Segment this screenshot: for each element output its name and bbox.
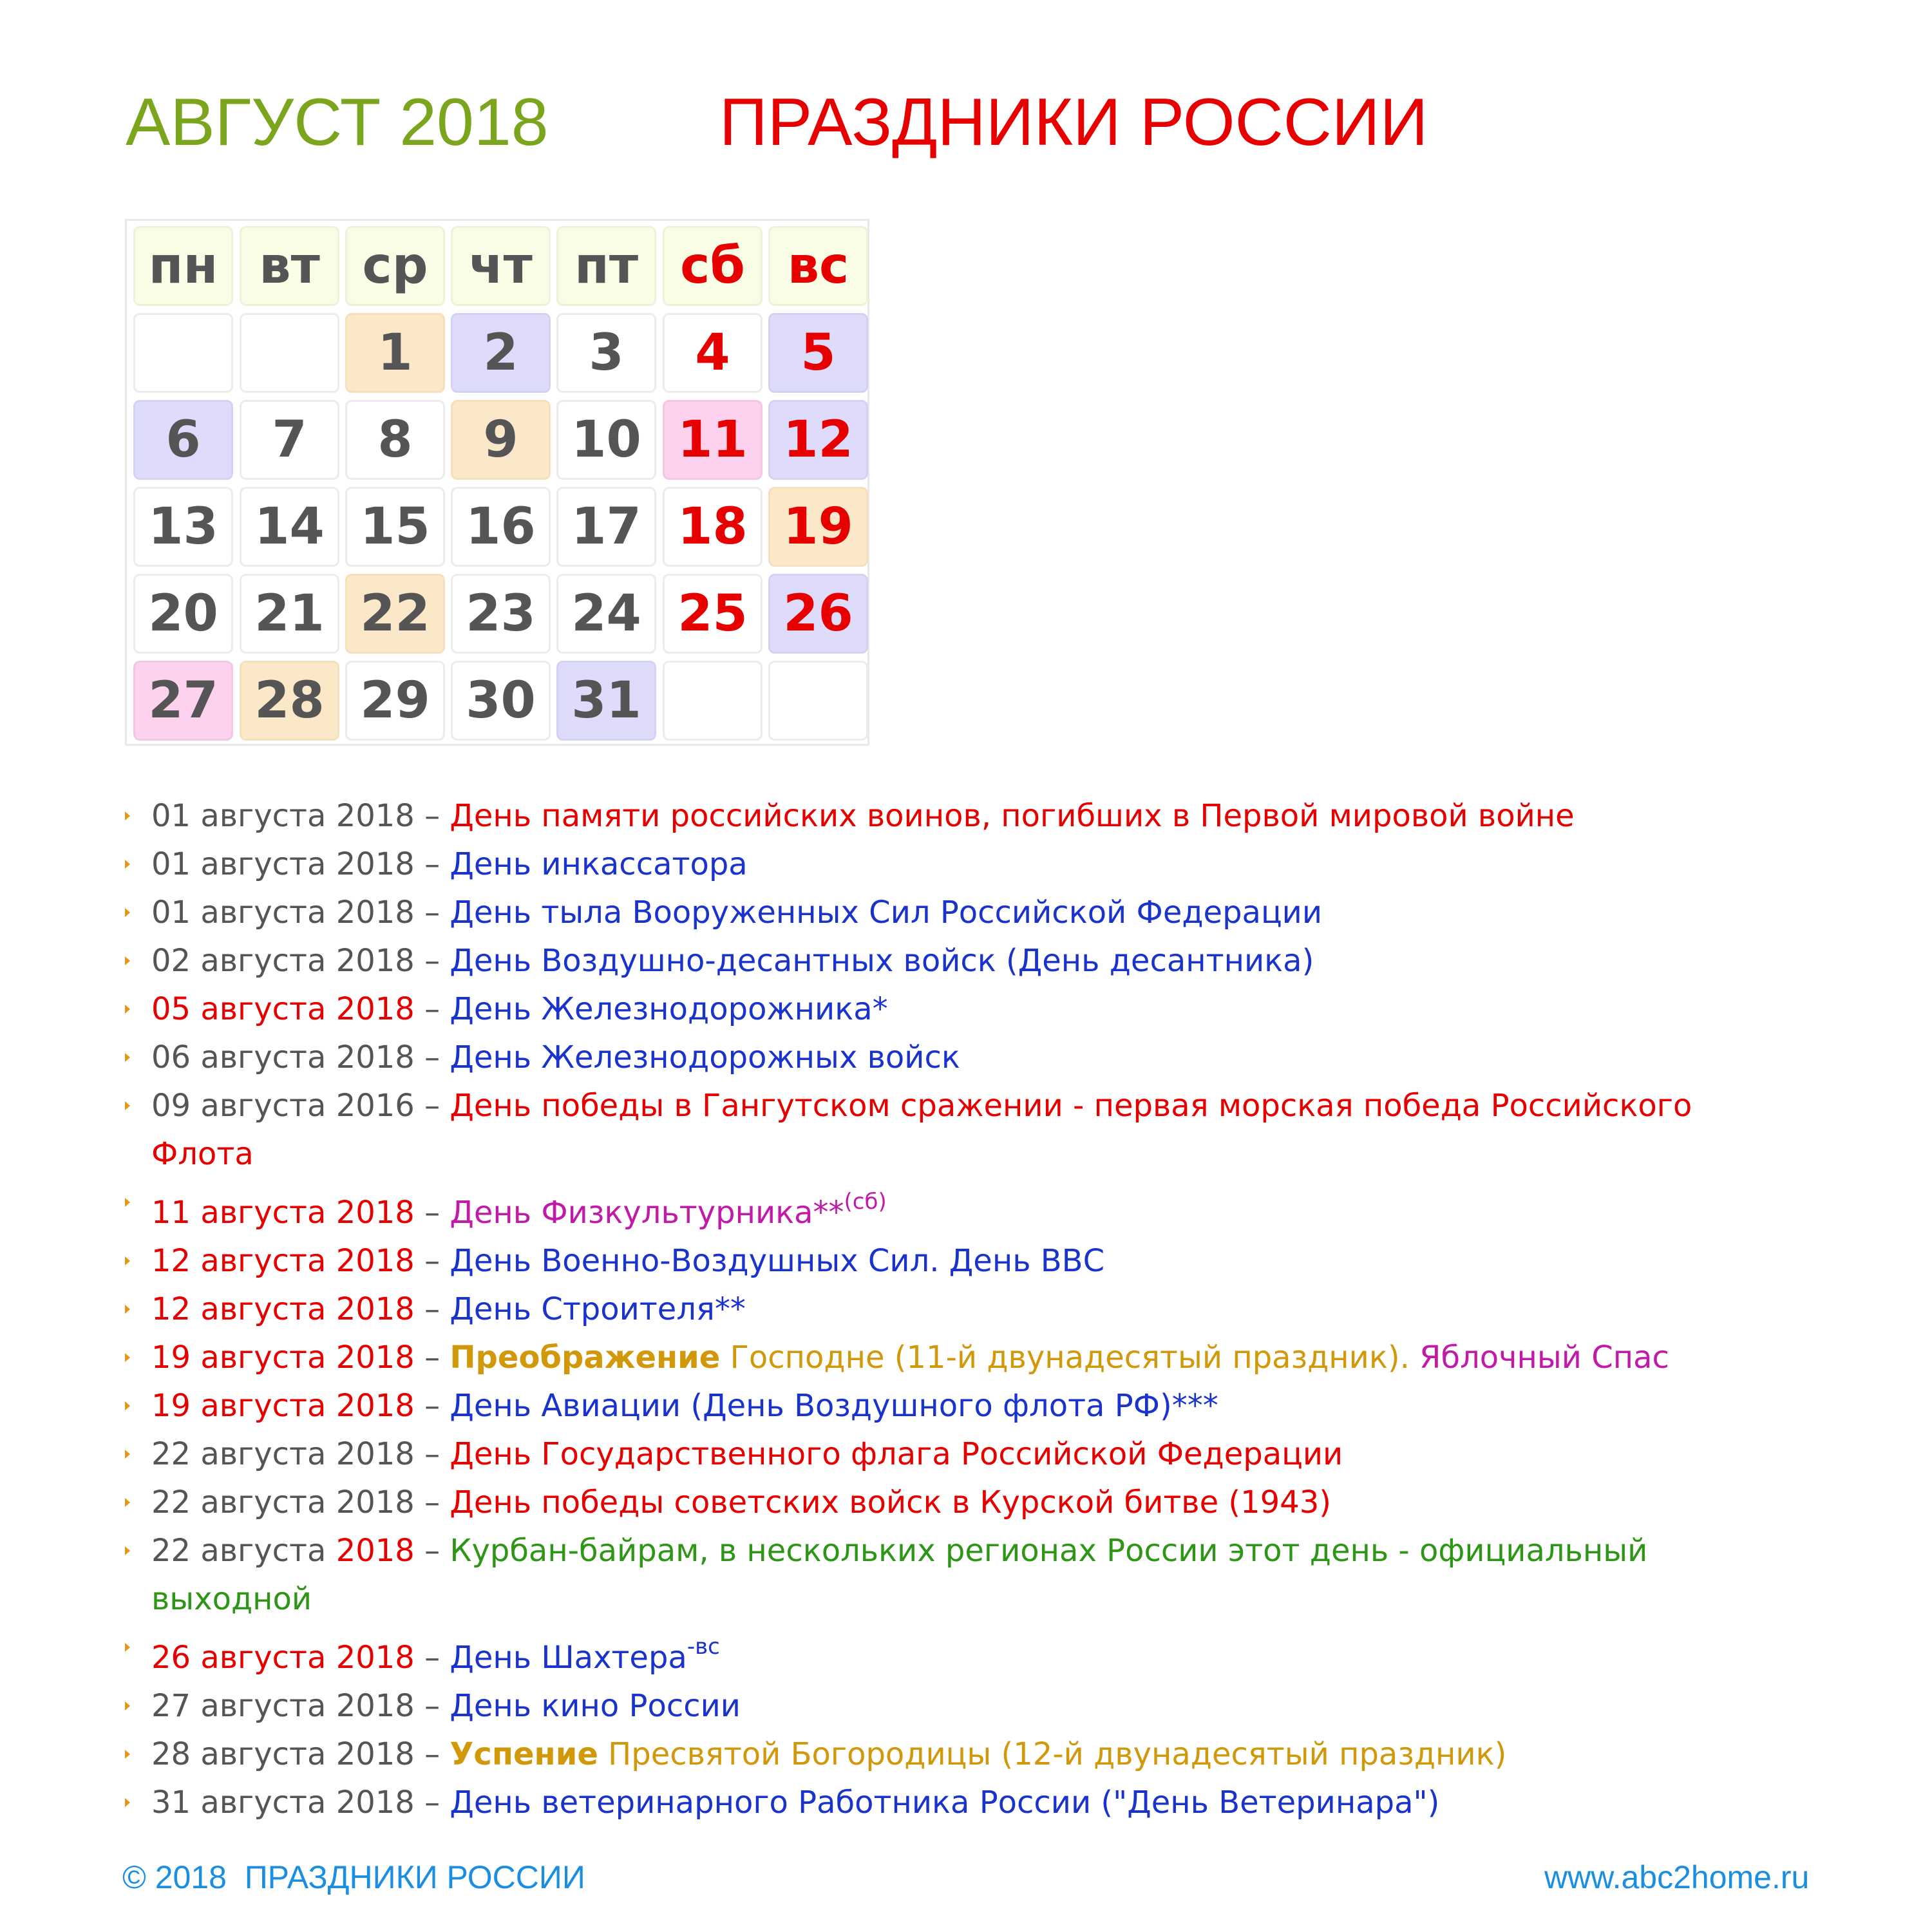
weekday-header: вт [240,226,339,306]
holiday-date: 27 августа 2018 [151,1688,415,1724]
calendar-empty-cell [133,313,233,393]
holiday-name: -вс [687,1634,720,1660]
weekday-header: ср [345,226,445,306]
calendar-empty-cell [663,661,762,741]
calendar-day: 27 [133,661,233,741]
holiday-date: 19 августа 2018 [151,1340,415,1376]
calendar-empty-cell [240,313,339,393]
page-title: ПРАЗДНИКИ РОССИИ [719,85,1428,160]
holiday-name: День памяти российских воинов, погибших в Первой мировой войне [450,798,1575,834]
dash-separator: – [414,1688,450,1724]
calendar-day: 25 [663,574,762,654]
dash-separator: – [414,991,450,1027]
footer-copyright: © 2018 ПРАЗДНИКИ РОССИИ [122,1859,585,1895]
holiday-list [122,792,1874,1827]
holiday-item [122,937,1874,985]
bullet-arrow-icon [125,1498,130,1507]
dash-separator: – [414,1088,450,1124]
bullet-arrow-icon [125,1750,130,1759]
holiday-date: 19 августа 2018 [151,1388,415,1424]
dash-separator: – [414,1640,450,1676]
calendar-day: 11 [663,400,762,480]
holiday-date: 01 августа 2018 [151,798,415,834]
dash-separator: – [414,1388,450,1424]
holiday-name: День Железнодорожных войск [450,1039,960,1075]
calendar-day: 20 [133,574,233,654]
bullet-arrow-icon [125,1256,130,1265]
holiday-name: День Шахтера [450,1640,687,1676]
holiday-item [122,889,1874,937]
bullet-arrow-icon [125,1643,130,1652]
holiday-name: День Государственного флага Российской Федерации [450,1436,1343,1472]
calendar-day: 28 [240,661,339,741]
weekday-header: вс [768,226,868,306]
weekday-header: пн [133,226,233,306]
holiday-date: 22 августа 2018 [151,1484,415,1520]
dash-separator: – [414,943,450,979]
holiday-item [122,1430,1874,1479]
calendar-empty-cell [768,661,868,741]
dash-separator: – [414,798,450,834]
holiday-item [122,1682,1874,1730]
weekday-header: пт [556,226,656,306]
holiday-item [122,1189,1874,1237]
dash-separator: – [414,1436,450,1472]
calendar-day: 21 [240,574,339,654]
holiday-name: День Физкультурника** [450,1195,844,1231]
weekday-header: чт [451,226,551,306]
holiday-date: 22 августа [151,1533,336,1569]
holiday-name: Курбан-байрам, в нескольких регионах России этот день - официальный выходной [151,1533,1648,1617]
dash-separator: – [414,1291,450,1327]
calendar-day: 30 [451,661,551,741]
bullet-arrow-icon [125,811,130,820]
holiday-item [122,1479,1874,1527]
holiday-name: День инкассатора [450,846,748,882]
holiday-name: Господне (11-й двунадесятый праздник). [720,1340,1420,1376]
holiday-date: 11 августа 2018 [151,1195,415,1231]
holiday-name: День Железнодорожника* [450,991,888,1027]
holiday-item [122,1082,1710,1179]
holiday-item [122,1382,1874,1430]
calendar-day: 22 [345,574,445,654]
holiday-name: День кино России [450,1688,741,1724]
holiday-date: 01 августа 2018 [151,895,415,931]
bullet-arrow-icon [125,1401,130,1410]
calendar-day: 8 [345,400,445,480]
holiday-item [122,1634,1874,1682]
calendar-grid [125,219,869,746]
holiday-name: День Строителя** [450,1291,746,1327]
calendar-day: 2 [451,313,551,393]
holiday-date: 28 августа 2018 [151,1736,415,1772]
bullet-arrow-icon [125,1101,130,1110]
holiday-item [122,840,1874,889]
holiday-name: Яблочный Спас [1419,1340,1669,1376]
dash-separator: 2018 [336,1533,415,1569]
holiday-name: Успение [450,1736,598,1772]
holiday-item [122,1730,1874,1779]
holiday-item [122,985,1874,1034]
bullet-arrow-icon [125,1198,130,1207]
bullet-arrow-icon [125,956,130,965]
calendar-day: 31 [556,661,656,741]
holiday-date: 09 августа 2016 [151,1088,415,1124]
calendar-day: 16 [451,487,551,567]
holiday-name: (сб) [844,1189,887,1215]
holiday-name: – [414,1533,450,1569]
calendar-day: 13 [133,487,233,567]
calendar-day: 23 [451,574,551,654]
bullet-arrow-icon [125,1546,130,1555]
calendar-day: 4 [663,313,762,393]
calendar-day: 3 [556,313,656,393]
bullet-arrow-icon [125,1053,130,1062]
holiday-date: 06 августа 2018 [151,1039,415,1075]
calendar-day: 18 [663,487,762,567]
bullet-arrow-icon [125,908,130,917]
dash-separator: – [414,1736,450,1772]
dash-separator: – [414,1484,450,1520]
holiday-name: День тыла Вооруженных Сил Российской Федерации [450,895,1323,931]
calendar-day: 14 [240,487,339,567]
calendar-day: 24 [556,574,656,654]
bullet-arrow-icon [125,1450,130,1459]
bullet-arrow-icon [125,1353,130,1362]
month-title: АВГУСТ 2018 [126,85,549,160]
calendar-day: 5 [768,313,868,393]
calendar-day: 19 [768,487,868,567]
calendar-day: 7 [240,400,339,480]
dash-separator: – [414,895,450,931]
holiday-name: День ветеринарного Работника России ("День Ветеринара") [450,1785,1440,1821]
bullet-arrow-icon [125,1305,130,1314]
dash-separator: – [414,1340,450,1376]
holiday-date: 05 августа 2018 [151,991,415,1027]
calendar-day: 26 [768,574,868,654]
bullet-arrow-icon [125,1005,130,1014]
bullet-arrow-icon [125,1798,130,1807]
weekday-header: сб [663,226,762,306]
holiday-name: Преображение [450,1340,721,1376]
holiday-item [122,1779,1874,1827]
dash-separator: – [414,1039,450,1075]
holiday-item [122,1334,1874,1382]
dash-separator: – [414,846,450,882]
holiday-item [122,1237,1874,1285]
dash-separator: – [414,1195,450,1231]
holiday-name: День Авиации (День Воздушного флота РФ)*** [450,1388,1218,1424]
holiday-item [122,1285,1874,1334]
holiday-name: День Воздушно-десантных войск (День десантника) [450,943,1314,979]
dash-separator: – [414,1785,450,1821]
calendar-day: 1 [345,313,445,393]
calendar-day: 29 [345,661,445,741]
holiday-date: 22 августа 2018 [151,1436,415,1472]
footer-site-link[interactable]: www.abc2home.ru [1544,1859,1810,1895]
holiday-item [122,1034,1874,1082]
calendar-day: 6 [133,400,233,480]
calendar-day: 9 [451,400,551,480]
bullet-arrow-icon [125,860,130,869]
holiday-date: 26 августа 2018 [151,1640,415,1676]
calendar-day: 17 [556,487,656,567]
holiday-name: День победы в Гангутском сражении - первая морская победа Российского Флота [151,1088,1692,1172]
dash-separator: – [414,1243,450,1279]
calendar-day: 15 [345,487,445,567]
holiday-item [122,1527,1710,1624]
holiday-name: День победы советских войск в Курской битве (1943) [450,1484,1331,1520]
calendar-day: 10 [556,400,656,480]
holiday-date: 12 августа 2018 [151,1243,415,1279]
holiday-item [122,792,1874,840]
holiday-name: День Военно-Воздушных Сил. День ВВС [450,1243,1105,1279]
calendar-day: 12 [768,400,868,480]
holiday-date: 01 августа 2018 [151,846,415,882]
holiday-date: 02 августа 2018 [151,943,415,979]
holiday-date: 31 августа 2018 [151,1785,415,1821]
holiday-date: 12 августа 2018 [151,1291,415,1327]
bullet-arrow-icon [125,1701,130,1710]
holiday-name: Пресвятой Богородицы (12-й двунадесятый праздник) [598,1736,1507,1772]
